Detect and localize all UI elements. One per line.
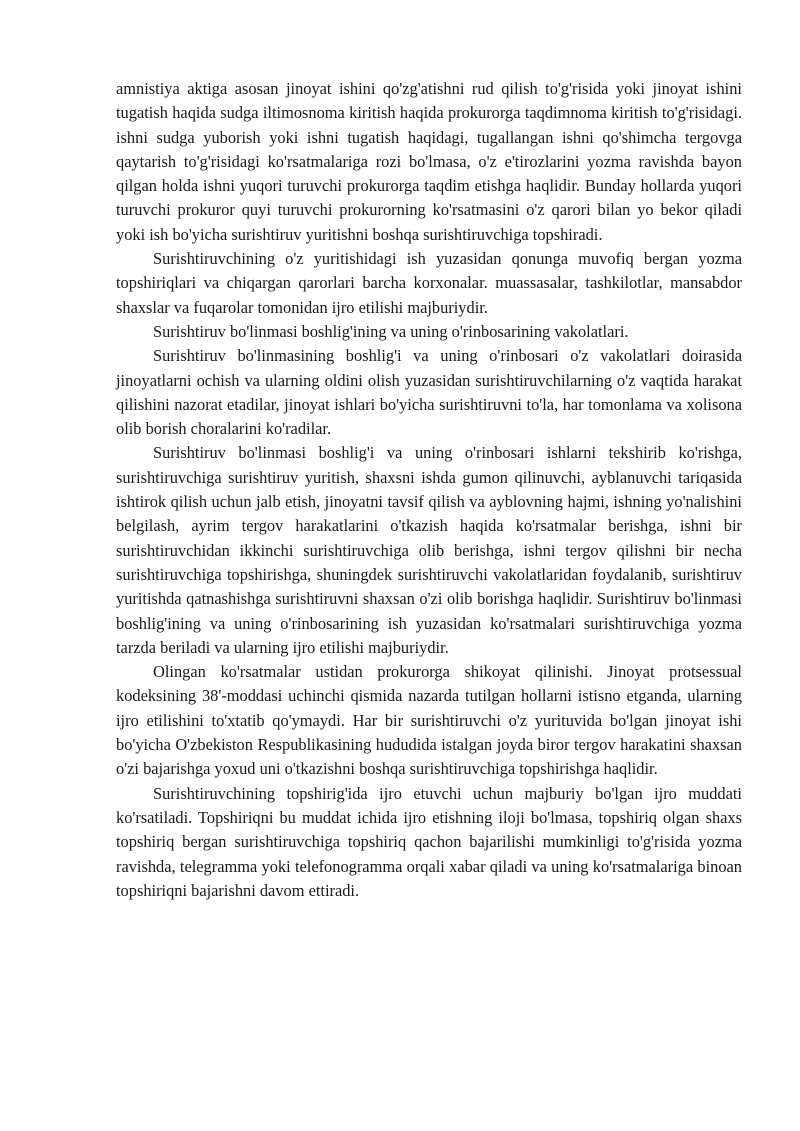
paragraph-6: Olingan ko'rsatmalar ustidan prokurorga shikoyat qilinishi. Jinoyat protsessual kodeksining 38'-moddasi uchinchi qismida nazarda tutilgan hollarni istisno etganda, ularning ijro etilishini to'xtatib qo'ymaydi. Har bir surishtiruvchi o'z yurituvida bo'lgan jinoyat ishi bo'yicha O'zbekiston Respublikasining hududida istalgan joyda biror tergov harakatini shaxsan o'zi bajarishga yoxud uni o'tkazishni boshqa surishtiruvchiga topshirishga haqlidir.: [116, 662, 742, 779]
paragraph-5: Surishtiruv bo'linmasi boshlig'i va uning o'rinbosari ishlarni tekshirib ko'rishga, surishtiruvchiga surishtiruv yuritish, shaxsni ishda gumon qilinuvchi, ayblanuvchi tariqasida ishtirok qilish uchun jalb etish, jinoyatni tavsif qilish va ayblovning hajmi, ishning yo'nalishini belgilash, ayrim tergov harakatlarini o'tkazish haqida ko'rsatmalar berishga, ishni bir surishtiruvchidan ikkinchi surishtiruvchiga olib berishga, ishni tergov qilishni bir necha surishtiruvchiga topshirishga, shuningdek surishtiruvchi vakolatlaridan foydalanib, surishtiruv yuritishda qatnashishga surishtiruvni shaxsan o'zi olib borishga haqlidir. Surishtiruv bo'linmasi boshlig'ining va uning o'rinbosarining ish yuzasidan ko'rsatmalari surishtiruvchiga yozma tarzda beriladi va ularning ijro etilishi majburiydir.: [116, 443, 742, 657]
paragraph-2: Surishtiruvchining o'z yuritishidagi ish yuzasidan qonunga muvofiq bergan yozma topshiriqlari va chiqargan qarorlari barcha korxonalar. muassasalar, tashkilotlar, mansabdor shaxslar va fuqarolar tomonidan ijro etilishi majburiydir.: [116, 249, 742, 317]
paragraph-1: amnistiya aktiga asosan jinoyat ishini qo'zg'atishni rud qilish to'g'risida yoki jinoyat ishini tugatish haqida sudga iltimosnoma kiritish haqida prokurorga taqdimnoma kiritish to'g'risidagi. ishni sudga yuborish yoki ishni tugatish haqidagi, tugallangan ishni qo'shimcha tergovga qaytarish to'g'risidagi ko'rsatmalariga rozi bo'lmasa, o'z e'tirozlarini yozma ravishda bayon qilgan holda ishni yuqori turuvchi prokurorga taqdim etishga haqlidir. Bunday hollarda yuqori turuvchi prokuror quyi turuvchi prokurorning ko'rsatmasini o'z qarori bilan yo bekor qiladi yoki ish bo'yicha surishtiruv yuritishni boshqa surishtiruvchiga topshiradi.: [116, 79, 742, 244]
paragraph-7: Surishtiruvchining topshirig'ida ijro etuvchi uchun majburiy bo'lgan ijro muddati ko'rsatiladi. Topshiriqni bu muddat ichida ijro etishning iloji bo'lmasa, topshiriq olgan shaxs topshiriq bergan surishtiruvchiga topshiriq qachon bajarilishi mumkinligi to'g'risida yozma ravishda, telegramma yoki telefonogramma orqali xabar qiladi va uning ko'rsatmalariga binoan topshiriqni bajarishni davom ettiradi.: [116, 783, 742, 900]
paragraph-4: Surishtiruv bo'linmasining boshlig'i va uning o'rinbosari o'z vakolatlari doirasida jinoyatlarni ochish va ularning oldini olish yuzasidan surishtiruvchilarning o'z vaqtida harakat qilishini nazorat etadilar, jinoyat ishlari bo'yicha surishtiruvni to'la, har tomonlama va xolisona olib borish choralarini ko'radilar.: [116, 346, 742, 439]
document-page: [116, 77, 742, 903]
paragraph-3-heading: Surishtiruv bo'linmasi boshlig'ining va uning o'rinbosarining vakolatlari.: [153, 321, 629, 341]
